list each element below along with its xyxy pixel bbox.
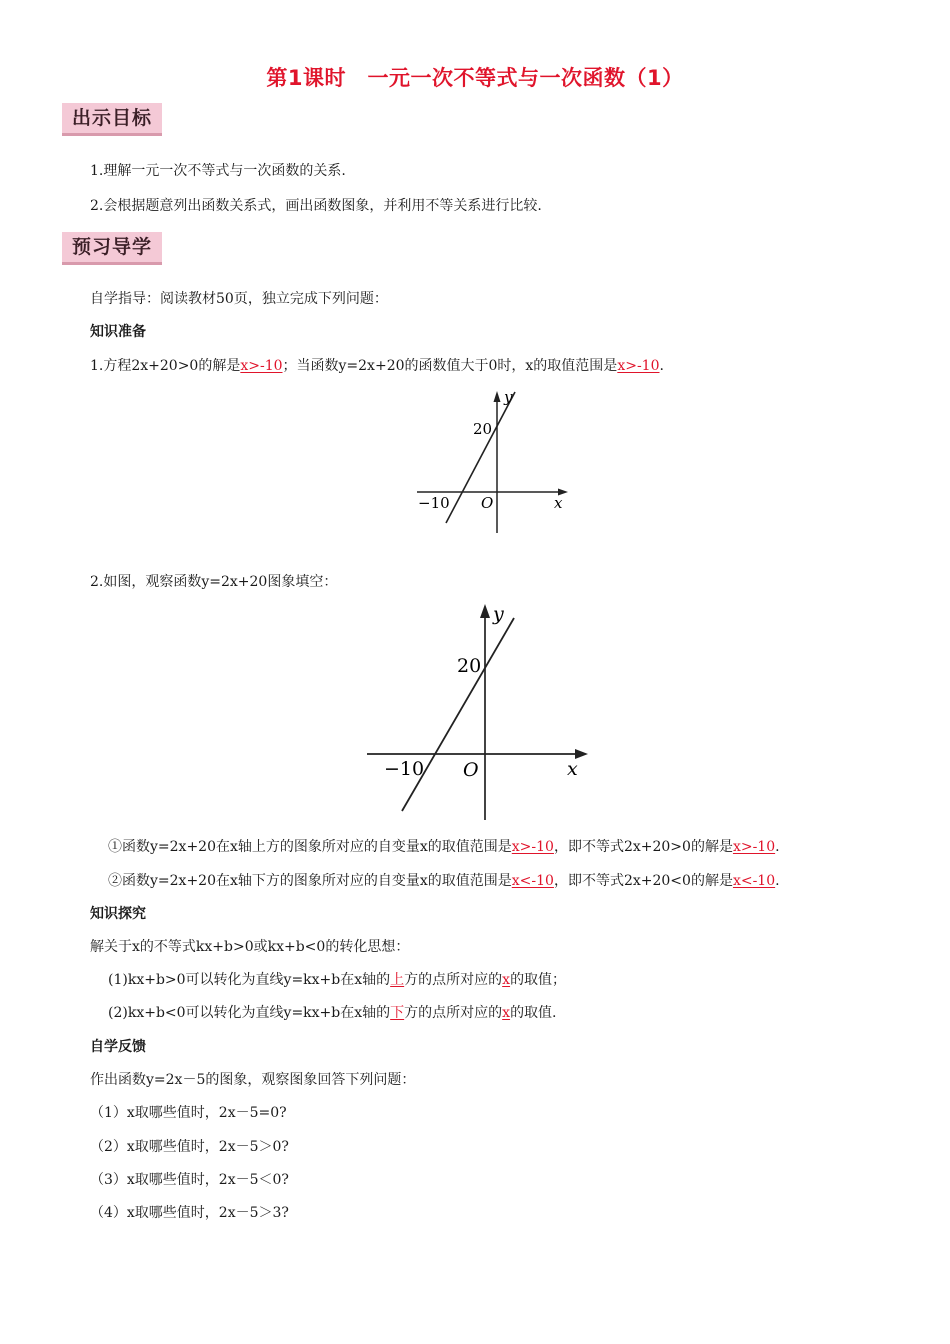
answer: x>-10: [732, 839, 776, 855]
answer: x<-10: [732, 873, 776, 889]
answer: x: [502, 1005, 511, 1021]
question-2: 2.如图，观察函数y=2x+20图象填空：: [90, 574, 338, 590]
answer: x>-10: [240, 358, 283, 374]
origin-label: O: [463, 759, 479, 781]
goal-item-2: 2.会根据题意列出函数关系式，画出函数图象，并利用不等关系进行比较.: [90, 198, 542, 214]
explore-item-2: (2)kx+b<0可以转化为直线y=kx+b在x轴的下方的点所对应的x的取值.: [108, 1005, 557, 1021]
preview-banner: 预习导学: [62, 232, 162, 265]
feedback-question-2: （2）x取哪些值时，2x－5＞0?: [90, 1139, 289, 1155]
answer: x<-10: [511, 873, 554, 889]
feedback-question-4: （4）x取哪些值时，2x－5＞3?: [90, 1205, 289, 1221]
y-axis-label: y: [504, 388, 513, 406]
self-study-guide: 自学指导：阅读教材50页，独立完成下列问题：: [90, 291, 388, 307]
goals-banner: 出示目标: [62, 103, 162, 136]
feedback-question-3: （3）x取哪些值时，2x－5＜0?: [90, 1172, 289, 1188]
explore-intro: 解关于x的不等式kx+b>0或kx+b<0的转化思想：: [90, 939, 410, 955]
y-axis-arrow: [480, 604, 490, 618]
y-axis-label: y: [493, 603, 504, 625]
feedback-question-1: （1）x取哪些值时，2x－5=0?: [90, 1105, 287, 1121]
fill-blank-1: ①函数y=2x+20在x轴上方的图象所对应的自变量x的取值范围是x>-10，即不等式2x+20>0的解是x>-10.: [108, 839, 780, 855]
section-heading-feedback: 自学反馈: [90, 1039, 146, 1055]
function-line: [402, 618, 514, 811]
answer: 上: [390, 972, 405, 988]
section-heading-prep: 知识准备: [90, 324, 146, 340]
page-title: 第1课时 一元一次不等式与一次函数（1）: [266, 66, 684, 90]
fill-blank-2: ②函数y=2x+20在x轴下方的图象所对应的自变量x的取值范围是x<-10，即不等式2x+20<0的解是x<-10.: [108, 873, 780, 889]
x-axis-label: x: [567, 758, 578, 780]
x-intercept-label: −10: [384, 758, 425, 780]
x-intercept-label: −10: [418, 494, 450, 512]
section-heading-explore: 知识探究: [90, 906, 146, 922]
answer: x: [502, 972, 511, 988]
answer: 下: [390, 1005, 405, 1021]
explore-item-1: (1)kx+b>0可以转化为直线y=kx+b在x轴的上方的点所对应的x的取值；: [108, 972, 567, 988]
answer: x>-10: [511, 839, 554, 855]
linear-function-graph-small: [412, 385, 572, 537]
x-axis-label: x: [554, 494, 563, 512]
feedback-intro: 作出函数y=2x－5的图象，观察图象回答下列问题：: [90, 1072, 416, 1088]
y-intercept-label: 20: [457, 655, 482, 677]
linear-function-graph-large: [362, 598, 592, 824]
y-axis-arrow: [494, 391, 501, 402]
y-intercept-label: 20: [473, 420, 493, 438]
origin-label: O: [481, 494, 494, 512]
goal-item-1: 1.理解一元一次不等式与一次函数的关系.: [90, 163, 346, 179]
answer: x>-10: [617, 358, 660, 374]
question-1: 1.方程2x+20>0的解是x>-10；当函数y=2x+20的函数值大于0时，x的取值范围是x>-10.: [90, 358, 664, 374]
